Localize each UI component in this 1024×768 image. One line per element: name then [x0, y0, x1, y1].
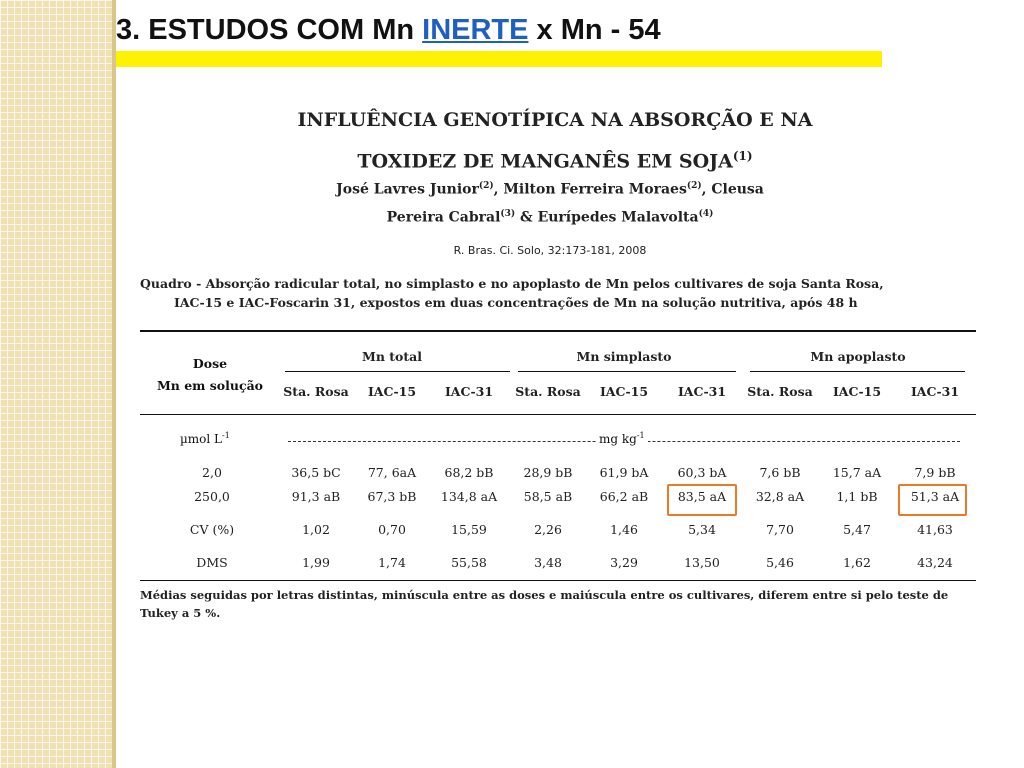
author-3-first: , Cleusa — [701, 181, 764, 198]
group-header-apoplasto: Mn apoplasto — [810, 349, 906, 364]
dose-column-header — [140, 353, 280, 397]
table-cell: 5,47 — [843, 522, 871, 537]
cultivar-header: IAC-15 — [367, 384, 417, 399]
paper-authors — [200, 174, 900, 229]
table-cell: 83,5 aA — [677, 489, 727, 504]
highlight-apoplasto-iac31 — [898, 484, 967, 516]
author-1: José Lavres Junior — [336, 181, 479, 198]
author-4: & Eurípedes Malavolta — [515, 209, 699, 226]
title-underline-bar — [116, 51, 882, 67]
paper-citation: R. Bras. Ci. Solo, 32:173-181, 2008 — [453, 244, 647, 257]
row-label: DMS — [196, 555, 228, 570]
table-cell: 28,9 bB — [523, 465, 573, 480]
table-cell: 58,5 aB — [523, 489, 573, 504]
table-caption — [140, 274, 976, 312]
authors-line1 — [200, 174, 900, 202]
table-cell: 68,2 bB — [444, 465, 494, 480]
unit-umol-sup: -1 — [222, 431, 230, 440]
table-cell: 1,74 — [378, 555, 406, 570]
author-2-sup: (2) — [686, 181, 702, 191]
caption-line2: IAC-15 e IAC-Foscarin 31, expostos em duas concentrações de Mn na solução nutritiva, após 48 h — [174, 295, 858, 310]
group-header-simplasto: Mn simplasto — [576, 349, 672, 364]
cultivar-header: IAC-15 — [832, 384, 882, 399]
table-cell: 3,29 — [610, 555, 638, 570]
table-cell: 32,8 aA — [755, 489, 805, 504]
unit-umol — [180, 431, 230, 446]
table-cell: 61,9 bA — [599, 465, 649, 480]
paper-title — [200, 102, 910, 179]
author-4-sup: (4) — [698, 208, 714, 219]
table-cell: 43,24 — [917, 555, 953, 570]
decorative-left-strip — [0, 0, 112, 768]
row-label: 2,0 — [202, 465, 222, 480]
table-cell: 15,59 — [451, 522, 487, 537]
table-cell: 2,26 — [534, 522, 562, 537]
group-line-total — [285, 371, 510, 372]
table-cell: 5,46 — [766, 555, 794, 570]
table-cell: 41,63 — [917, 522, 953, 537]
table-bottom-rule — [140, 580, 976, 581]
table-cell: 1,46 — [610, 522, 638, 537]
slide-title — [116, 14, 661, 47]
author-1-sup: (2) — [478, 181, 494, 191]
table-cell: 1,99 — [302, 555, 330, 570]
table-cell: 1,62 — [843, 555, 871, 570]
cultivar-header: IAC-15 — [599, 384, 649, 399]
paper-title-sup: (1) — [732, 149, 753, 163]
highlight-simplasto-iac31 — [667, 484, 737, 516]
paper-title-line1: INFLUÊNCIA GENOTÍPICA NA ABSORÇÃO E NA — [297, 109, 813, 131]
authors-line2 — [200, 202, 900, 230]
table-cell: 77, 6aA — [367, 465, 417, 480]
caption-line1: Quadro - Absorção radicular total, no simplasto e no apoplasto de Mn pelos cultivares de soja Santa Rosa, — [140, 276, 884, 291]
table-cell: 60,3 bA — [677, 465, 727, 480]
unit-umol-text: µmol L — [180, 432, 223, 446]
table-cell: 91,3 aB — [291, 489, 341, 504]
author-2: , Milton Ferreira Moraes — [493, 181, 687, 198]
dose-header-line2: Mn em solução — [156, 378, 264, 393]
dose-header-line1: Dose — [192, 356, 228, 371]
table-cell: 55,58 — [451, 555, 487, 570]
table-cell: 7,6 bB — [759, 465, 801, 480]
slide-title-part1: 3. ESTUDOS COM Mn — [116, 14, 423, 46]
table-cell: 51,3 aA — [910, 489, 960, 504]
table-header-rule — [140, 414, 976, 415]
table-cell: 0,70 — [378, 522, 406, 537]
table-cell: 5,34 — [688, 522, 716, 537]
table-cell: 3,48 — [534, 555, 562, 570]
table-cell: 15,7 aA — [832, 465, 882, 480]
cultivar-header: Sta. Rosa — [283, 384, 349, 399]
unit-mgkg-text: mg kg — [599, 432, 637, 446]
row-label: 250,0 — [194, 489, 230, 504]
slide-title-accent: INERTE — [422, 14, 529, 46]
table-cell: 67,3 bB — [367, 489, 417, 504]
table-cell: 7,9 bB — [914, 465, 956, 480]
table-cell: 7,70 — [766, 522, 794, 537]
unit-mgkg-sup: -1 — [636, 431, 645, 440]
table-cell: 1,1 bB — [836, 489, 878, 504]
unit-mgkg — [596, 431, 648, 446]
group-line-apoplasto — [750, 371, 965, 372]
slide-title-part2: x Mn - 54 — [528, 14, 661, 46]
cultivar-header: IAC-31 — [444, 384, 494, 399]
table-footnote: Médias seguidas por letras distintas, minúscula entre as doses e maiúscula entre os cultivares, diferem entre si pelo teste de Tukey a 5 %. — [140, 588, 949, 620]
table-cell: 134,8 aA — [440, 489, 498, 504]
cultivar-header: Sta. Rosa — [747, 384, 813, 399]
author-3-sup: (3) — [500, 208, 516, 219]
group-header-total: Mn total — [361, 349, 423, 364]
cultivar-header: IAC-31 — [677, 384, 727, 399]
table-cell: 13,50 — [684, 555, 720, 570]
table-top-rule — [140, 330, 976, 332]
cultivar-header: IAC-31 — [910, 384, 960, 399]
table-cell: 1,02 — [302, 522, 330, 537]
paper-title-line2: TOXIDEZ DE MANGANÊS EM SOJA — [357, 150, 733, 173]
group-line-simplasto — [518, 371, 736, 372]
table-cell: 66,2 aB — [599, 489, 649, 504]
author-3-last: Pereira Cabral — [386, 209, 501, 226]
row-label: CV (%) — [189, 522, 235, 537]
table-cell: 36,5 bC — [291, 465, 341, 480]
left-strip-border — [112, 0, 116, 768]
cultivar-header: Sta. Rosa — [515, 384, 581, 399]
